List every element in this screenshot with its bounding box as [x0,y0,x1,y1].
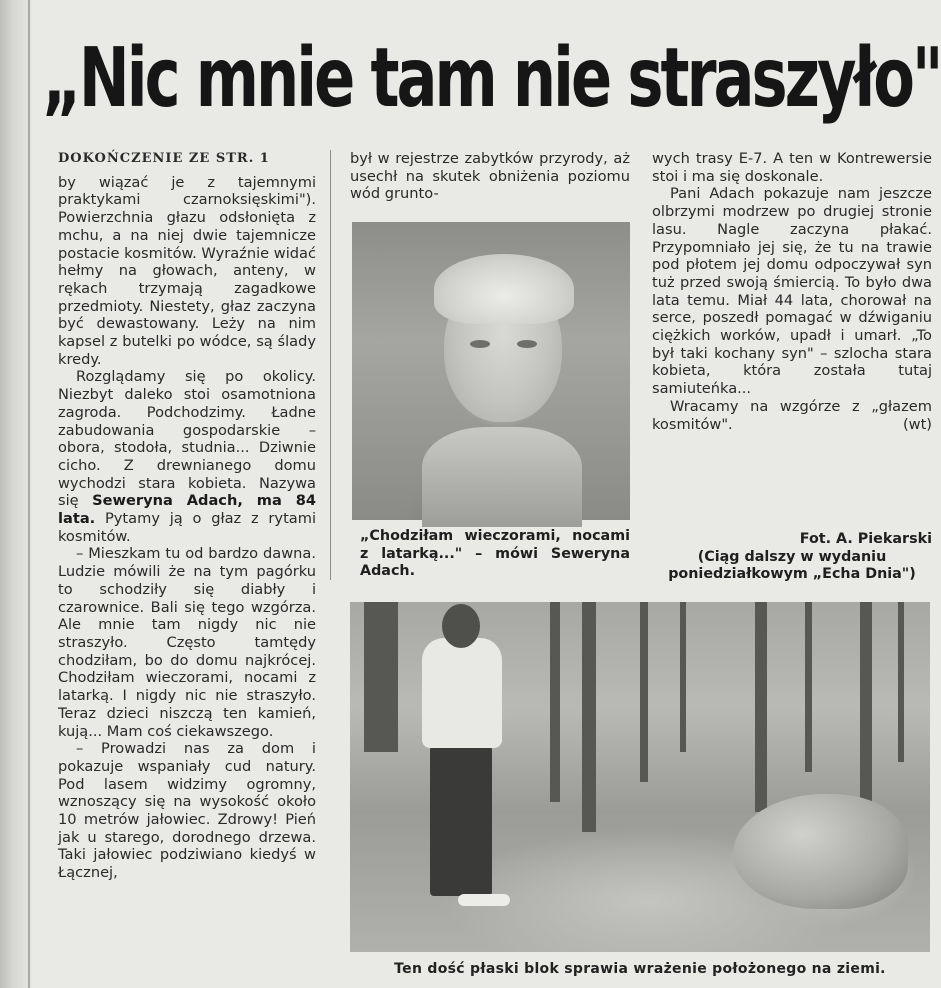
col3-paragraph-3 [652,398,932,433]
col1-p2-after: Pytamy ją o głaz z rytami kosmitów. [58,510,316,545]
column-3 [652,150,932,433]
col1-paragraph-4: – Prowadzi nas za dom i pokazuje wspaniały cud natury. Pod lasem widzimy ogromny, wznoszący się na wysokość około 10 metrów jałowiec. Zdrowy! Pień jak u starego, dorodnego drzewa. Taki jałowiec podziwiano kiedyś w Łącznej, [58,740,316,882]
col1-paragraph-1: by wiązać je z tajemnymi praktykami czarnoksięskimi"). Powierzchnia głazu odsłonięta z mchu, a na niej dwie tajemnicze postacie kosmitów. Wyraźnie widać hełmy na głowach, anteny, w rękach trzymają zagadkowe przedmioty. Niestety, głaz zaczyna być dewastowany. Leży na nim kapsel z butelki po wódce, są ślady kredy. [58,173,316,368]
column-divider [330,150,331,580]
tree-trunk [364,602,398,752]
tree-trunk [898,602,904,762]
portrait-eye [517,340,537,348]
forest-photo [350,602,930,952]
col3-paragraph-1: wych trasy E-7. A ten w Kontrewersie stoi i ma się doskonale. [652,150,932,185]
page-fold-line [28,0,30,988]
tree-trunk [582,602,596,832]
col3-paragraph-2: Pani Adach pokazuje nam jeszcze olbrzymi modrzew po drugiej stronie lasu. Nagle zaczyna płakać. Przypomniało jej się, że tu na trawie pod płotem jej domu odpoczywał syn tuż przed swoją śmiercią. To było dwa lata temu. Miał 44 lata, chorował na serce, poszedł pomagać w dźwiganiu ciężkich worków, upadł i umarł. „To był taki kochany syn" – szlocha stara kobieta, która została tutaj samiuteńka... [652,185,932,398]
portrait-caption: „Chodziłam wieczorami, nocami z latarką..." – mówi Seweryna Adach. [360,528,630,579]
author-sign: (wt) [902,415,932,433]
portrait-shoulders [422,427,582,527]
column-2 [350,150,630,203]
man-shoe [458,894,510,906]
col3-p3-text: Wracamy na wzgórze z „głazem kosmitów". [652,397,932,433]
portrait-eye [470,340,490,348]
kosmici-boulder [733,794,908,909]
man-head [442,604,480,648]
portrait-hair [434,254,574,324]
tree-trunk [805,602,812,772]
portrait-photo [352,222,630,520]
tree-trunk [640,602,648,782]
continuation-kicker: DOKOŃCZENIE ZE STR. 1 [58,151,270,166]
column-1 [58,150,316,882]
col1-paragraph-3: – Mieszkam tu od bardzo dawna. Ludzie mówili że na tym pagórku to schodziły się diabły i czarownice. Bali się tego wzgórza. Ale mnie tam nigdy nic nie straszyło. Często tamtędy chodziłam, bo do domu najkrócej. Chodziłam wieczorami, nocami z latarką. I nigdy nic nie straszyło. Teraz dzieci niszczą ten kamień, kują... Mam coś ciekawszego. [58,545,316,740]
tree-trunk [755,602,767,812]
photo-credit: Fot. A. Piekarski [799,531,932,547]
man-legs [430,746,492,896]
tree-trunk [860,602,872,822]
forest-caption: Ten dość płaski blok sprawia wrażenie położonego na ziemi. [394,961,886,977]
article-headline: „Nic mnie tam nie straszyło" [42,31,941,126]
man-shirt [422,638,502,748]
col1-p2-before: Rozglądamy się po okolicy. Niezbyt daleko stoi osamotniona zagroda. Podchodzimy. Ładne zabudowania gospodarskie – obora, stodoła, studnia... Dziwnie cicho. Z drewnianego domu wychodzi stara kobieta. Nazywa się [58,368,316,510]
photo-credit-block [652,531,932,584]
tree-trunk [680,602,686,752]
tree-trunk [550,602,560,802]
continuation-note: (Ciąg dalszy w wydaniu poniedziałkowym „Echa Dnia") [668,548,916,582]
col1-paragraph-2 [58,368,316,545]
col2-paragraph: był w rejestrze zabytków przyrody, aż usechł na skutek obniżenia poziomu wód grunto- [350,150,630,203]
col1-p2-name: Seweryna Adach, ma 84 lata. [58,492,317,528]
